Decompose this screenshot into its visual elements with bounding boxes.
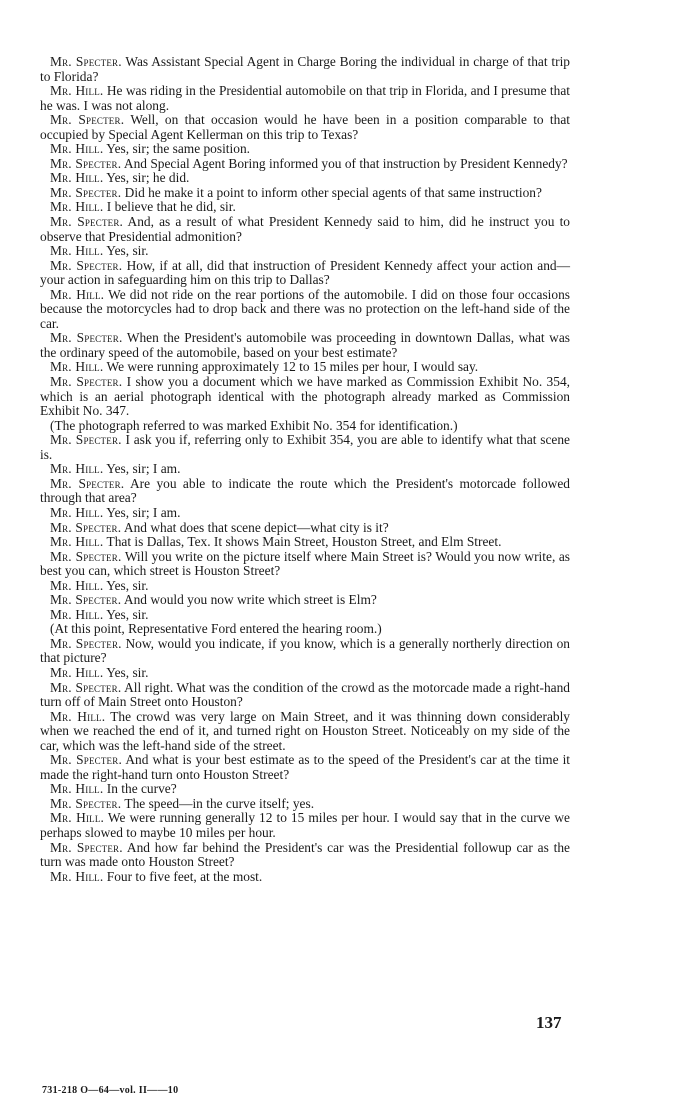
testimony-paragraph [40, 200, 570, 215]
testimony-paragraph [40, 608, 570, 623]
speaker-name: Mr. Specter. [50, 330, 123, 346]
speaker-name: Mr. Specter. [50, 374, 123, 390]
speaker-name: Mr. Specter. [50, 592, 122, 608]
speaker-name: Mr. Specter. [50, 839, 123, 855]
speaker-name: Mr. Specter. [50, 54, 122, 69]
paragraph-text: How, if at all, did that instruction of President Kennedy affect your action and—your action in safeguarding him on this trip to Dallas? [40, 257, 570, 288]
testimony-paragraph [40, 186, 570, 201]
speaker-name: Mr. Hill. [50, 243, 104, 259]
testimony-paragraph [40, 710, 570, 754]
paragraph-text: Will you write on the picture itself where Main Street is? Would you now write, as best you can, which street is Houston Street? [40, 548, 570, 579]
page-number: 137 [536, 1013, 562, 1032]
paragraph-text: Was Assistant Special Agent in Charge Boring the individual in charge of that trip to Florida? [40, 54, 571, 84]
speaker-name: Mr. Specter. [50, 155, 122, 171]
speaker-name: Mr. Specter. [50, 257, 123, 273]
testimony-paragraph [40, 331, 570, 360]
paragraph-text: Now, would you indicate, if you know, which is a generally northerly direction on that picture? [40, 635, 570, 666]
testimony-paragraph [40, 811, 570, 840]
testimony-paragraph [40, 142, 570, 157]
paragraph-text: Yes, sir; I am. [106, 461, 181, 477]
testimony-paragraph [40, 753, 570, 782]
speaker-name: Mr. Hill. [50, 170, 104, 186]
testimony-paragraph [40, 550, 570, 579]
paragraph-text: (The photograph referred to was marked Exhibit No. 354 for identification.) [50, 417, 458, 433]
testimony-paragraph [40, 797, 570, 812]
testimony-paragraph [40, 593, 570, 608]
paragraph-text: Yes, sir; he did. [106, 170, 190, 186]
testimony-paragraph [40, 535, 570, 550]
testimony-paragraph [40, 171, 570, 186]
stage-direction [40, 622, 570, 637]
paragraph-text: And, as a result of what President Kennedy said to him, did he instruct you to observe that Presidential admonition? [40, 214, 570, 244]
testimony-paragraph [40, 244, 570, 259]
testimony-paragraph [40, 215, 570, 244]
paragraph-text: And would you now write which street is Elm? [123, 592, 377, 608]
speaker-name: Mr. Hill. [50, 577, 104, 593]
paragraph-text: When the President's automobile was proceeding in downtown Dallas, what was the ordinary speed of the automobile, based on your best estimate? [40, 330, 570, 360]
speaker-name: Mr. Hill. [50, 504, 104, 520]
testimony-paragraph [40, 433, 570, 462]
paragraph-text: That is Dallas, Tex. It shows Main Street, Houston Street, and Elm Street. [106, 534, 502, 550]
testimony-paragraph [40, 681, 570, 710]
testimony-paragraph [40, 637, 570, 666]
testimony-paragraph [40, 360, 570, 375]
paragraph-text: Four to five feet, at the most. [106, 868, 263, 884]
paragraph-text: Yes, sir. [106, 243, 149, 259]
speaker-name: Mr. Hill. [50, 781, 104, 797]
speaker-name: Mr. Hill. [50, 359, 104, 375]
paragraph-text: Yes, sir. [106, 606, 149, 622]
paragraph-text: And how far behind the President's car was the Presidential followup car as the turn was made onto Houston Street? [40, 839, 570, 870]
speaker-name: Mr. Specter. [50, 635, 122, 651]
paragraph-text: I show you a document which we have marked as Commission Exhibit No. 354, which is an aerial photograph identical with the photograph already marked as Commission Exhibit No. 347. [40, 374, 570, 419]
testimony-paragraph [40, 375, 570, 419]
printer-footer: 731-218 O—64—vol. II——10 [42, 1085, 179, 1096]
paragraph-text: We did not ride on the rear portions of the automobile. I did on those four occasions because the motorcycles had to drop back and there was no protection on the left-hand side of the car. [40, 286, 571, 331]
testimony-paragraph [40, 157, 570, 172]
testimony-paragraph [40, 55, 570, 84]
testimony-paragraph [40, 579, 570, 594]
paragraph-text: The speed—in the curve itself; yes. [124, 795, 315, 811]
paragraph-text: All right. What was the condition of the crowd as the motorcade made a right-hand turn off of Main Street onto Houston? [40, 679, 571, 710]
testimony-paragraph [40, 477, 570, 506]
speaker-name: Mr. Specter. [50, 548, 122, 564]
speaker-name: Mr. Hill. [50, 606, 104, 622]
paragraph-text: In the curve? [106, 781, 177, 797]
speaker-name: Mr. Hill. [50, 708, 106, 724]
speaker-name: Mr. Hill. [50, 868, 104, 884]
paragraph-text: The crowd was very large on Main Street, and it was thinning down considerably when we reached the end of it, and turned right on Houston Street. Noticeably on my side of the car, which was the left-hand side of the street. [40, 708, 570, 753]
testimony-paragraph [40, 288, 570, 332]
speaker-name: Mr. Hill. [50, 664, 104, 680]
speaker-name: Mr. Hill. [50, 810, 105, 826]
testimony-paragraph [40, 462, 570, 477]
speaker-name: Mr. Hill. [50, 534, 104, 550]
speaker-name: Mr. Hill. [50, 83, 104, 99]
speaker-name: Mr. Specter. [50, 184, 122, 200]
testimony-paragraph [40, 259, 570, 288]
testimony-paragraph [40, 782, 570, 797]
stage-direction [40, 419, 570, 434]
speaker-name: Mr. Hill. [50, 199, 104, 215]
testimony-paragraph [40, 870, 570, 885]
paragraph-text: We were running generally 12 to 15 miles per hour. I would say that in the curve we perhaps slowed to maybe 10 miles per hour. [40, 810, 570, 840]
paragraph-text: And Special Agent Boring informed you of that instruction by President Kennedy? [123, 155, 568, 171]
testimony-paragraph [40, 521, 570, 536]
speaker-name: Mr. Specter. [50, 752, 123, 768]
paragraph-text: Yes, sir. [106, 664, 149, 680]
speaker-name: Mr. Specter. [50, 432, 122, 448]
transcript-body [40, 55, 570, 884]
paragraph-text: He was riding in the Presidential automobile on that trip in Florida, and I presume that he was. I was not along. [40, 83, 570, 113]
testimony-paragraph [40, 841, 570, 870]
paragraph-text: I ask you if, referring only to Exhibit 354, you are able to identify what that scene is. [40, 432, 571, 462]
paragraph-text: We were running approximately 12 to 15 miles per hour, I would say. [106, 359, 479, 375]
speaker-name: Mr. Specter. [50, 795, 122, 811]
paragraph-text: Well, on that occasion would he have been in a position comparable to that occupied by Special Agent Kellerman on this trip to Texas? [40, 112, 570, 142]
speaker-name: Mr. Specter. [50, 519, 122, 535]
speaker-name: Mr. Specter. [50, 214, 124, 230]
paragraph-text: I believe that he did, sir. [106, 199, 236, 215]
speaker-name: Mr. Specter. [50, 679, 122, 695]
testimony-paragraph [40, 506, 570, 521]
paragraph-text: And what is your best estimate as to the speed of the President's car at the time it made the right-hand turn onto Houston Street? [40, 752, 571, 782]
paragraph-text: Did he make it a point to inform other special agents of that same instruction? [124, 184, 542, 200]
paragraph-text: Yes, sir; I am. [106, 504, 181, 520]
speaker-name: Mr. Specter. [50, 112, 125, 128]
testimony-paragraph [40, 84, 570, 113]
testimony-paragraph [40, 113, 570, 142]
speaker-name: Mr. Hill. [50, 461, 104, 477]
paragraph-text: And what does that scene depict—what city is it? [123, 519, 389, 535]
paragraph-text: (At this point, Representative Ford entered the hearing room.) [50, 621, 382, 637]
speaker-name: Mr. Specter. [50, 475, 125, 491]
paragraph-text: Are you able to indicate the route which the President's motorcade followed through that area? [40, 475, 570, 506]
paragraph-text: Yes, sir; the same position. [106, 141, 250, 157]
speaker-name: Mr. Hill. [50, 286, 105, 302]
testimony-paragraph [40, 666, 570, 681]
paragraph-text: Yes, sir. [106, 577, 149, 593]
speaker-name: Mr. Hill. [50, 141, 104, 157]
